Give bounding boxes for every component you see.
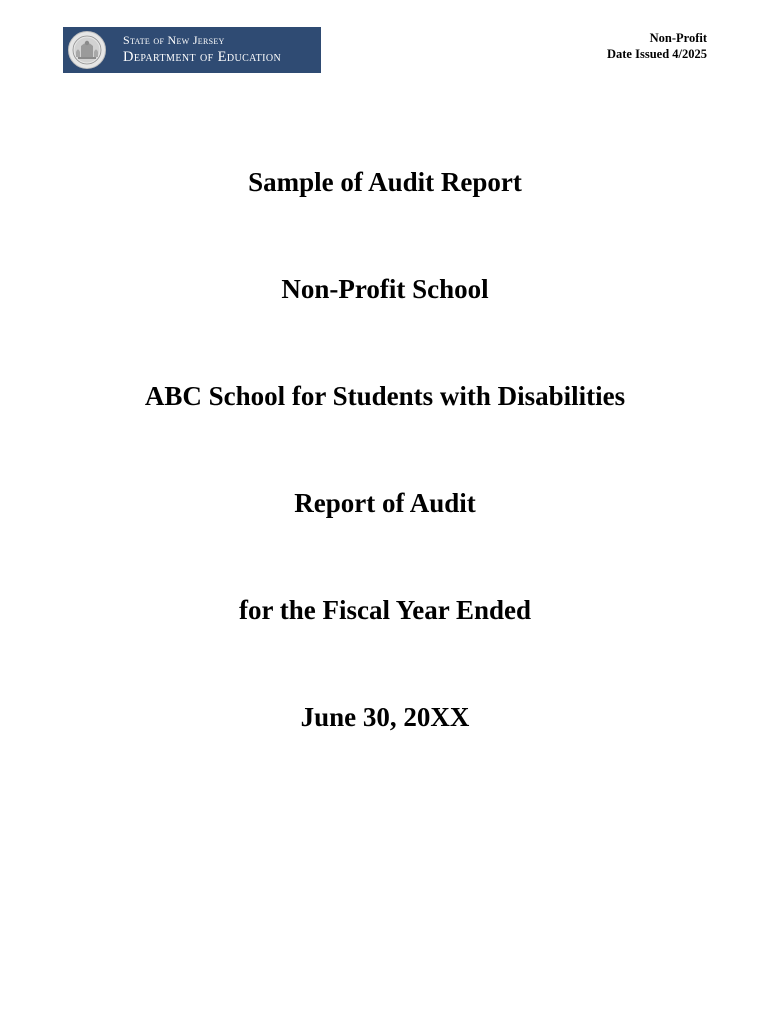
document-header-info [607, 30, 707, 62]
fiscal-year-label: for the Fiscal Year Ended [239, 595, 531, 625]
state-seal-icon [67, 30, 107, 70]
document-type: Non-Profit [649, 31, 707, 45]
school-name: ABC School for Students with Disabilities [144, 381, 626, 411]
school-type: Non-Profit School [281, 274, 489, 304]
logo-state-name: State of New Jersey [123, 33, 225, 48]
date-issued: Date Issued 4/2025 [606, 47, 707, 61]
fiscal-year-date: June 30, 20XX [300, 702, 470, 732]
logo-wordmark [123, 34, 281, 65]
report-title: Sample of Audit Report [248, 167, 522, 197]
report-subtitle: Report of Audit [294, 488, 476, 518]
logo-department-name: Department of Education [123, 48, 282, 65]
nj-department-of-education-logo [63, 27, 321, 73]
